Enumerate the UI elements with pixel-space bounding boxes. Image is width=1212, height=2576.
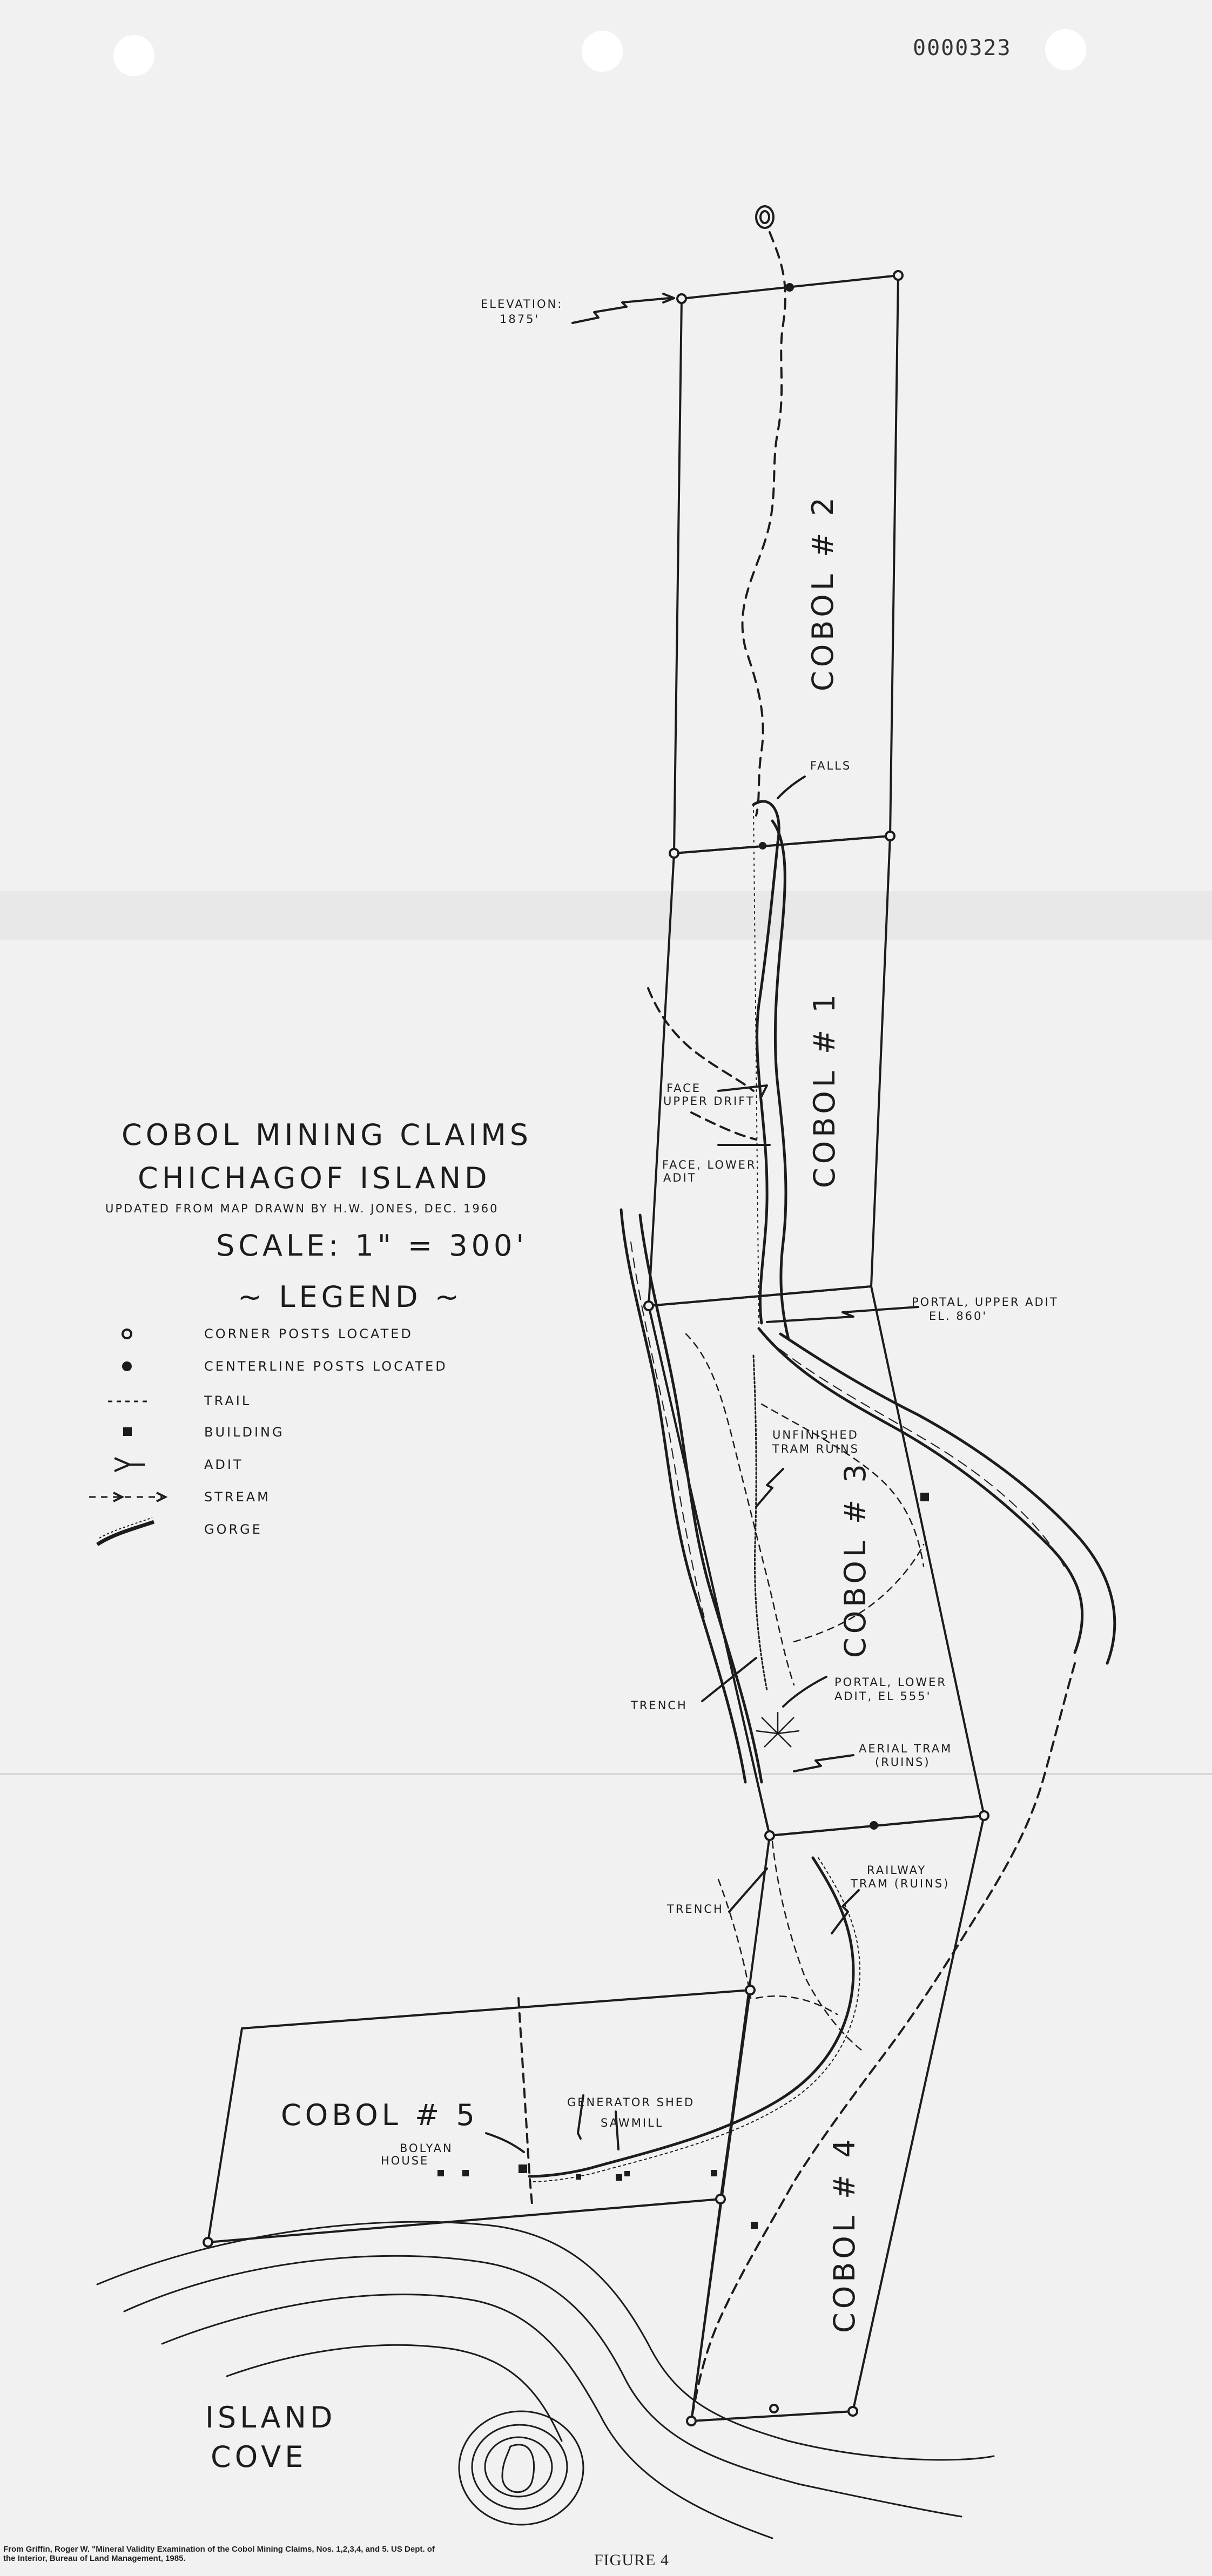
legend-label-centerline-posts: CENTERLINE POSTS LOCATED [204, 1359, 448, 1374]
portal-upper-adit-label-1: PORTAL, UPPER ADIT [912, 1296, 1059, 1309]
claim-label-cobol-5: COBOL # 5 [281, 2098, 479, 2132]
trench-label-2: TRENCH [667, 1903, 724, 1916]
trench-label-1: TRENCH [631, 1699, 688, 1712]
aerial-tram-label-1: AERIAL TRAM [859, 1742, 953, 1755]
tram-ruins-label-2: TRAM RUINS [772, 1442, 859, 1455]
legend-open-circle-symbol [123, 1330, 131, 1338]
upper-stream [743, 232, 785, 815]
legend-label-adit: ADIT [204, 1457, 244, 1472]
face-lower-adit-label-2: ADIT [663, 1171, 697, 1184]
legend-heading: ~ LEGEND ~ [238, 1280, 463, 1314]
source-citation: From Griffin, Roger W. "Mineral Validity Examination of the Cobol Mining Claims, Nos. 1,2,3,4, and 5. US Dept. of the Interior, Bureau of Land Management, 1985. [3, 2545, 435, 2563]
legend-adit-symbol [115, 1458, 145, 1471]
claim-boundary-cobol-2 [674, 275, 898, 853]
figure-label: FIGURE 4 [594, 2551, 669, 2569]
face-upper-drift-label-2: UPPER DRIFT [663, 1095, 755, 1108]
falls-label: FALLS [810, 759, 852, 772]
generator-shed-label: GENERATOR SHED [567, 2096, 695, 2109]
legend-filled-circle-symbol [122, 1361, 132, 1371]
claim-label-cobol-1: COBOL # 1 [807, 990, 841, 1188]
island-contours [459, 2411, 583, 2525]
portal-lower-adit-label-1: PORTAL, LOWER [834, 1676, 947, 1689]
map-title-line-2: CHICHAGOF ISLAND [138, 1161, 491, 1195]
railway-tram-label-1: RAILWAY [867, 1864, 927, 1877]
bolyan-house-label-1: BOLYAN [400, 2142, 453, 2155]
claim-label-cobol-2: COBOL # 2 [806, 494, 840, 691]
map-scale: SCALE: 1" = 300' [216, 1229, 528, 1263]
island-cove-label-1: ISLAND [205, 2400, 336, 2435]
island-cove-label-2: COVE [211, 2440, 307, 2474]
portal-upper-adit-label-2: EL. 860' [929, 1310, 988, 1323]
sawmill-label: SAWMILL [601, 2116, 664, 2129]
document-number: 0000323 [913, 36, 1012, 60]
legend-label-stream: STREAM [204, 1489, 271, 1505]
railway-tram-label-2: TRAM (RUINS) [851, 1877, 950, 1890]
legend-label-corner-posts: CORNER POSTS LOCATED [204, 1326, 413, 1341]
legend-gorge-symbol [97, 1522, 154, 1545]
legend-symbols [89, 1330, 165, 1545]
map-title-line-1: COBOL MINING CLAIMS [122, 1118, 533, 1152]
bolyan-house-label-2: HOUSE [381, 2154, 429, 2167]
portal-lower-adit-mark [756, 1712, 799, 1747]
legend-label-trail: TRAIL [204, 1393, 252, 1408]
face-upper-drift-label-1: FACE [666, 1082, 702, 1095]
elevation-label-1: ELEVATION: [481, 298, 563, 311]
legend-label-building: BUILDING [204, 1425, 285, 1440]
legend-label-gorge: GORGE [204, 1522, 262, 1537]
binder-holes [113, 29, 1086, 76]
face-lower-adit-label-1: FACE, LOWER [662, 1158, 757, 1171]
gorge-east [759, 1329, 1082, 1653]
tram-ruins-label-1: UNFINISHED [772, 1428, 859, 1441]
claim-label-cobol-3: COBOL # 3 [838, 1460, 872, 1658]
map-subtitle: UPDATED FROM MAP DRAWN BY H.W. JONES, DEC. 1960 [105, 1202, 499, 1215]
portal-lower-adit-label-2: ADIT, EL 555' [834, 1690, 932, 1703]
legend-building-symbol [123, 1427, 132, 1436]
claim-label-cobol-4: COBOL # 4 [827, 2135, 861, 2333]
elevation-label-2: 1875' [500, 313, 540, 326]
aerial-tram-label-2: (RUINS) [875, 1756, 931, 1769]
east-stream [691, 1663, 1075, 2419]
